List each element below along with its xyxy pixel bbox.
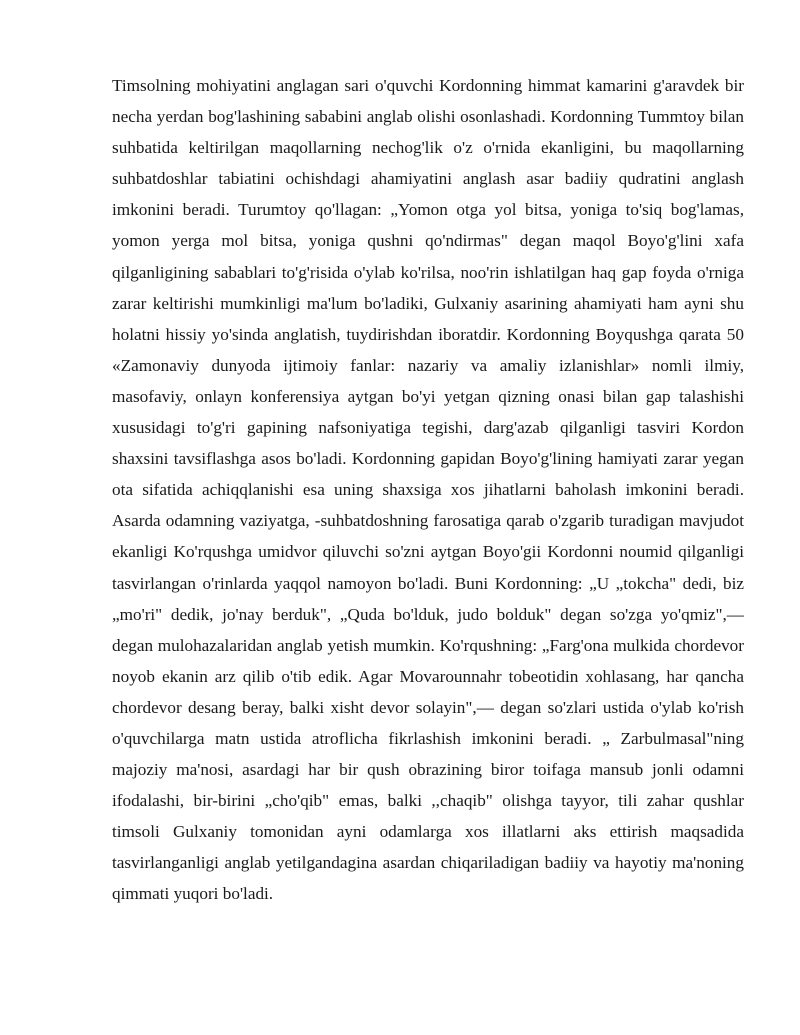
document-page xyxy=(112,70,744,910)
body-paragraph: Timsolning mohiyatini anglagan sari o'quvchi Kordonning himmat kamarini g'aravdek bir necha yerdan bog'lashining sababini anglab olishi osonlashadi. Kordonning Tummtoy bilan suhbatida keltirilgan maqollarning nechog'lik o'z o'rnida ekanligini, bu maqollarning suhbatdoshlar tabiatini ochishdagi ahamiyatini anglash asar badiiy qudratini anglash imkonini beradi. Turumtoy qo'llagan: „Yomon otga yol bitsa, yoniga to'siq bog'lamas, yomon yerga mol bitsa, yoniga qushni qo'ndirmas" degan maqol Boyo'g'lini xafa qilganligining sabablari to'g'risida o'ylab ko'rilsa, noo'rin ishlatilgan haq gap foyda o'rniga zarar keltirishi mumkinligi ma'lum bo'ladiki, Gulxaniy asarining ahamiyati ham ayni shu holatni hissiy yo'sinda anglatish, tuydirishdan iboratdir. Kordonning Boyqushga qarata 50 «Zamonaviy dunyoda ijtimoiy fanlar: nazariy va amaliy izlanishlar» nomli ilmiy, masofaviy, onlayn konferensiya aytgan bo'yi yetgan qizning onasi bilan gap talashishi xususidagi to'g'ri gapining nafsoniyatiga tegishi, darg'azab qilganligi tasviri Kordon shaxsini tavsiflashga asos bo'ladi. Kordonning gapidan Boyo'g'lining hamiyati zarar yegan ota sifatida achiqqlanishi esa uning shaxsiga xos jihatlarni baholash imkonini beradi. Asarda odamning vaziyatga, -suhbatdoshning farosatiga qarab o'zgarib turadigan mavjudot ekanligi Ko'rqushga umidvor qiluvchi so'zni aytgan Boyo'gii Kordonni noumid qilganligi tasvirlangan o'rinlarda yaqqol namoyon bo'ladi. Buni Kordonning: „U „tokcha" dedi, biz „mo'ri" dedik, jo'nay berduk", „Quda bo'lduk, judo bolduk" degan so'zga yo'qmiz",— degan mulohazalaridan anglab yetish mumkin. Ko'rqushning: „Farg'ona mulkida chordevor noyob ekanin arz qilib o'tib edik. Agar Movarounnahr tobeotidin xohlasang, har qancha chordevor desang beray, balki xisht devor solayin",— degan so'zlari ustida o'ylab ko'rish o'quvchilarga matn ustida atroflicha fikrlashish imkonini beradi. „ Zarbulmasal"ning majoziy ma'nosi, asardagi har bir qush obrazining biror toifaga mansub jonli odamni ifodalashi, bir-birini „cho'qib" emas, balki ,,chaqib" olishga tayyor, tili zahar qushlar timsoli Gulxaniy tomonidan ayni odamlarga xos illatlarni aks ettirish maqsadida tasvirlanganligi anglab yetilgandagina asardan chiqariladigan badiiy va hayotiy ma'noning qimmati yuqori bo'ladi. xyxy=(112,76,744,904)
